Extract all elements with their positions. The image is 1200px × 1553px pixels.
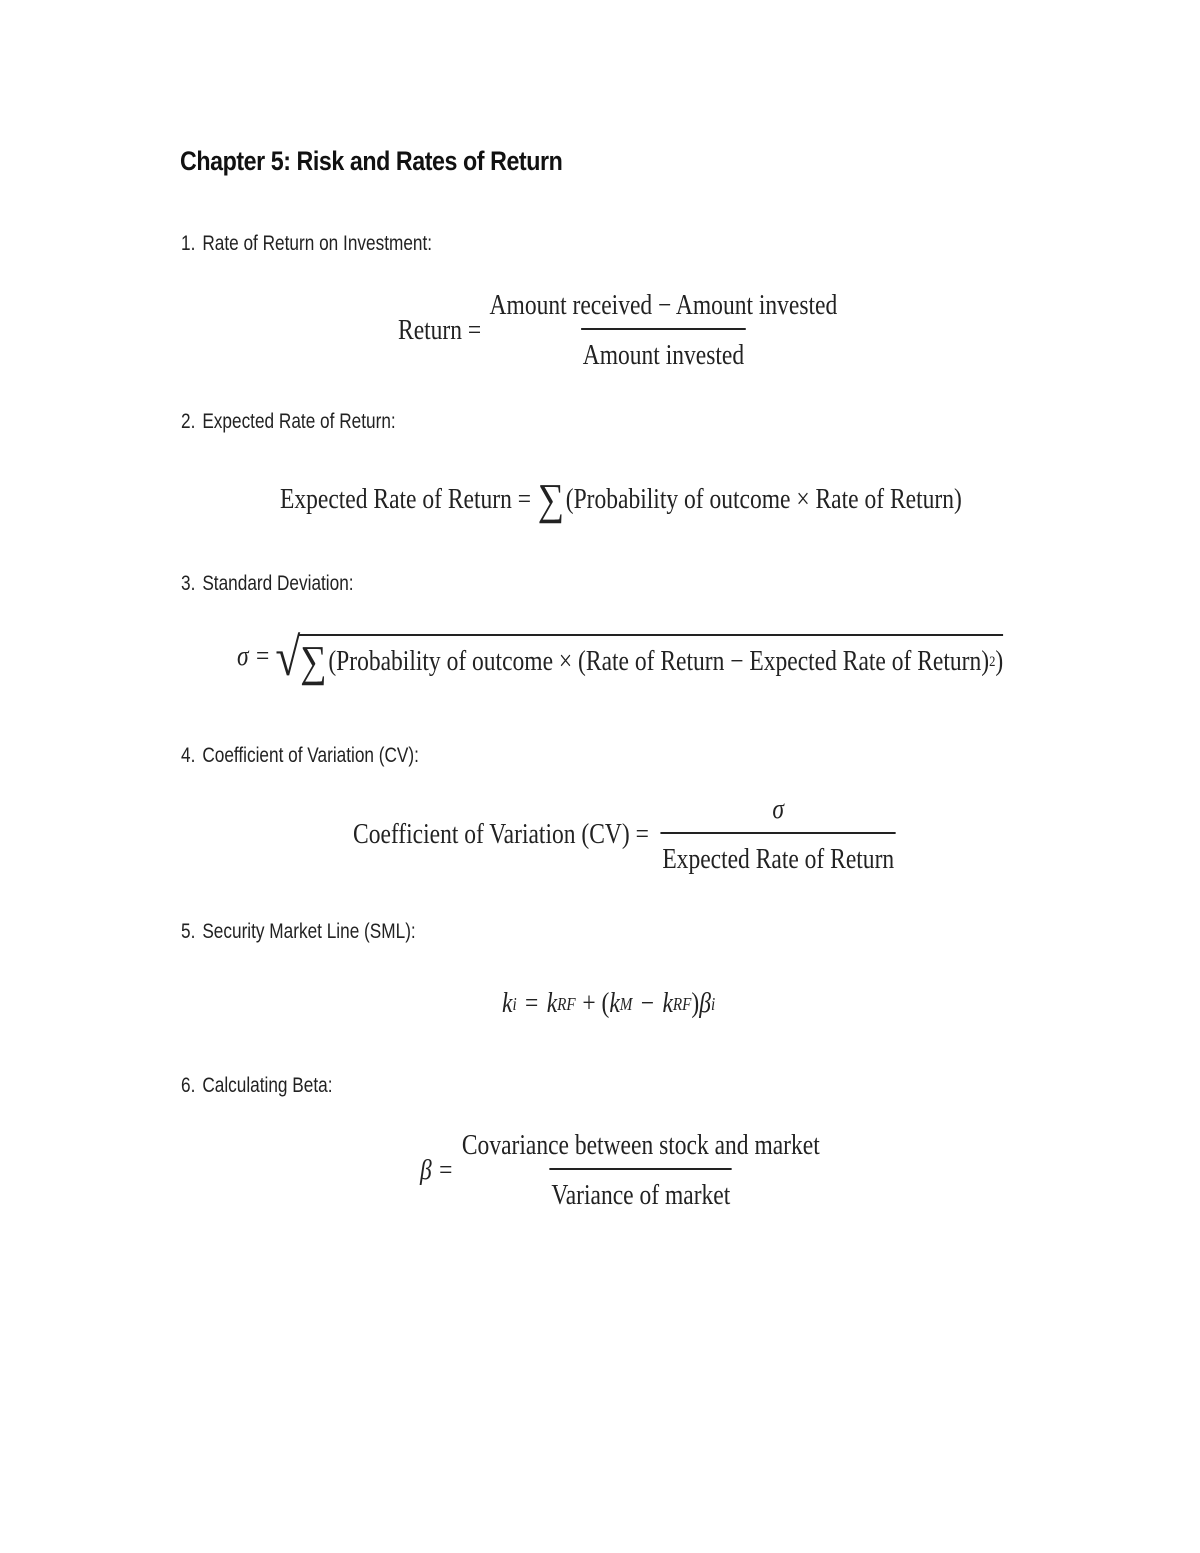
k-symbol: k: [662, 988, 673, 1019]
beta-symbol: β: [699, 988, 711, 1019]
formula-coefficient-of-variation: [353, 794, 896, 876]
section-number: 6.: [181, 1074, 196, 1097]
section-heading-text: Standard Deviation:: [202, 572, 354, 595]
formula-expected-return: [280, 475, 962, 524]
fraction: [460, 1130, 821, 1212]
fraction: [661, 794, 896, 876]
formula-rate-of-return: [398, 290, 839, 372]
formula-security-market-line: [502, 988, 715, 1020]
plus-open-paren: + (: [582, 988, 610, 1019]
square-root: [275, 627, 1004, 687]
section-heading-coefficient-of-variation: [181, 744, 419, 768]
radical-symbol: √: [275, 627, 301, 687]
formula-body: (Probability of outcome × Rate of Return): [565, 484, 962, 515]
subscript: i: [710, 993, 716, 1014]
fraction-denominator: Variance of market: [550, 1168, 732, 1212]
section-number: 2.: [181, 410, 196, 433]
section-heading-security-market-line: [181, 920, 416, 944]
fraction-numerator: σ: [772, 794, 785, 825]
section-heading-text: Security Market Line (SML):: [202, 920, 416, 943]
summation-symbol: ∑: [537, 475, 565, 524]
formula-beta: [420, 1130, 821, 1212]
k-symbol: k: [546, 988, 558, 1019]
formula-lhs: Expected Rate of Return =: [280, 484, 532, 515]
closing-paren: ): [691, 988, 700, 1019]
subscript: RF: [557, 993, 576, 1014]
formula-lhs: β =: [420, 1155, 454, 1186]
section-heading-text: Rate of Return on Investment:: [202, 232, 433, 255]
section-heading-calculating-beta: [181, 1074, 333, 1098]
subscript: i: [512, 993, 517, 1014]
subscript: RF: [672, 993, 692, 1014]
summation-symbol: ∑: [300, 637, 327, 686]
page-title: Chapter 5: Risk and Rates of Return: [180, 146, 563, 176]
k-symbol: k: [502, 988, 513, 1019]
k-symbol: k: [609, 988, 620, 1019]
section-heading-expected-return: [181, 410, 396, 434]
formula-body: (Probability of outcome × (Rate of Return − Expected Rate of Return): [328, 646, 990, 677]
section-number: 1.: [181, 232, 196, 255]
section-heading-standard-deviation: [181, 572, 354, 596]
formula-lhs: σ =: [237, 641, 271, 672]
formula-standard-deviation: [237, 627, 1004, 687]
section-heading-text: Expected Rate of Return:: [202, 410, 396, 433]
minus-sign: −: [640, 988, 655, 1019]
formula-lhs: Return =: [398, 315, 482, 346]
fraction: [488, 290, 839, 372]
section-number: 4.: [181, 744, 196, 767]
section-heading-text: Calculating Beta:: [202, 1074, 333, 1097]
section-number: 3.: [181, 572, 196, 595]
equals-sign: =: [525, 988, 539, 1019]
formula-lhs: Coefficient of Variation (CV) =: [353, 819, 649, 850]
radicand: [299, 634, 1004, 684]
closing-paren: ): [995, 646, 1004, 677]
fraction-numerator: Amount received − Amount invested: [489, 290, 838, 321]
section-heading-text: Coefficient of Variation (CV):: [202, 744, 419, 767]
fraction-numerator: Covariance between stock and market: [461, 1130, 820, 1161]
section-heading-rate-of-return: [181, 232, 432, 256]
fraction-denominator: Expected Rate of Return: [661, 832, 896, 876]
section-number: 5.: [181, 920, 196, 943]
fraction-denominator: Amount invested: [581, 328, 746, 372]
subscript: M: [619, 993, 633, 1014]
exponent: 2: [989, 653, 996, 670]
